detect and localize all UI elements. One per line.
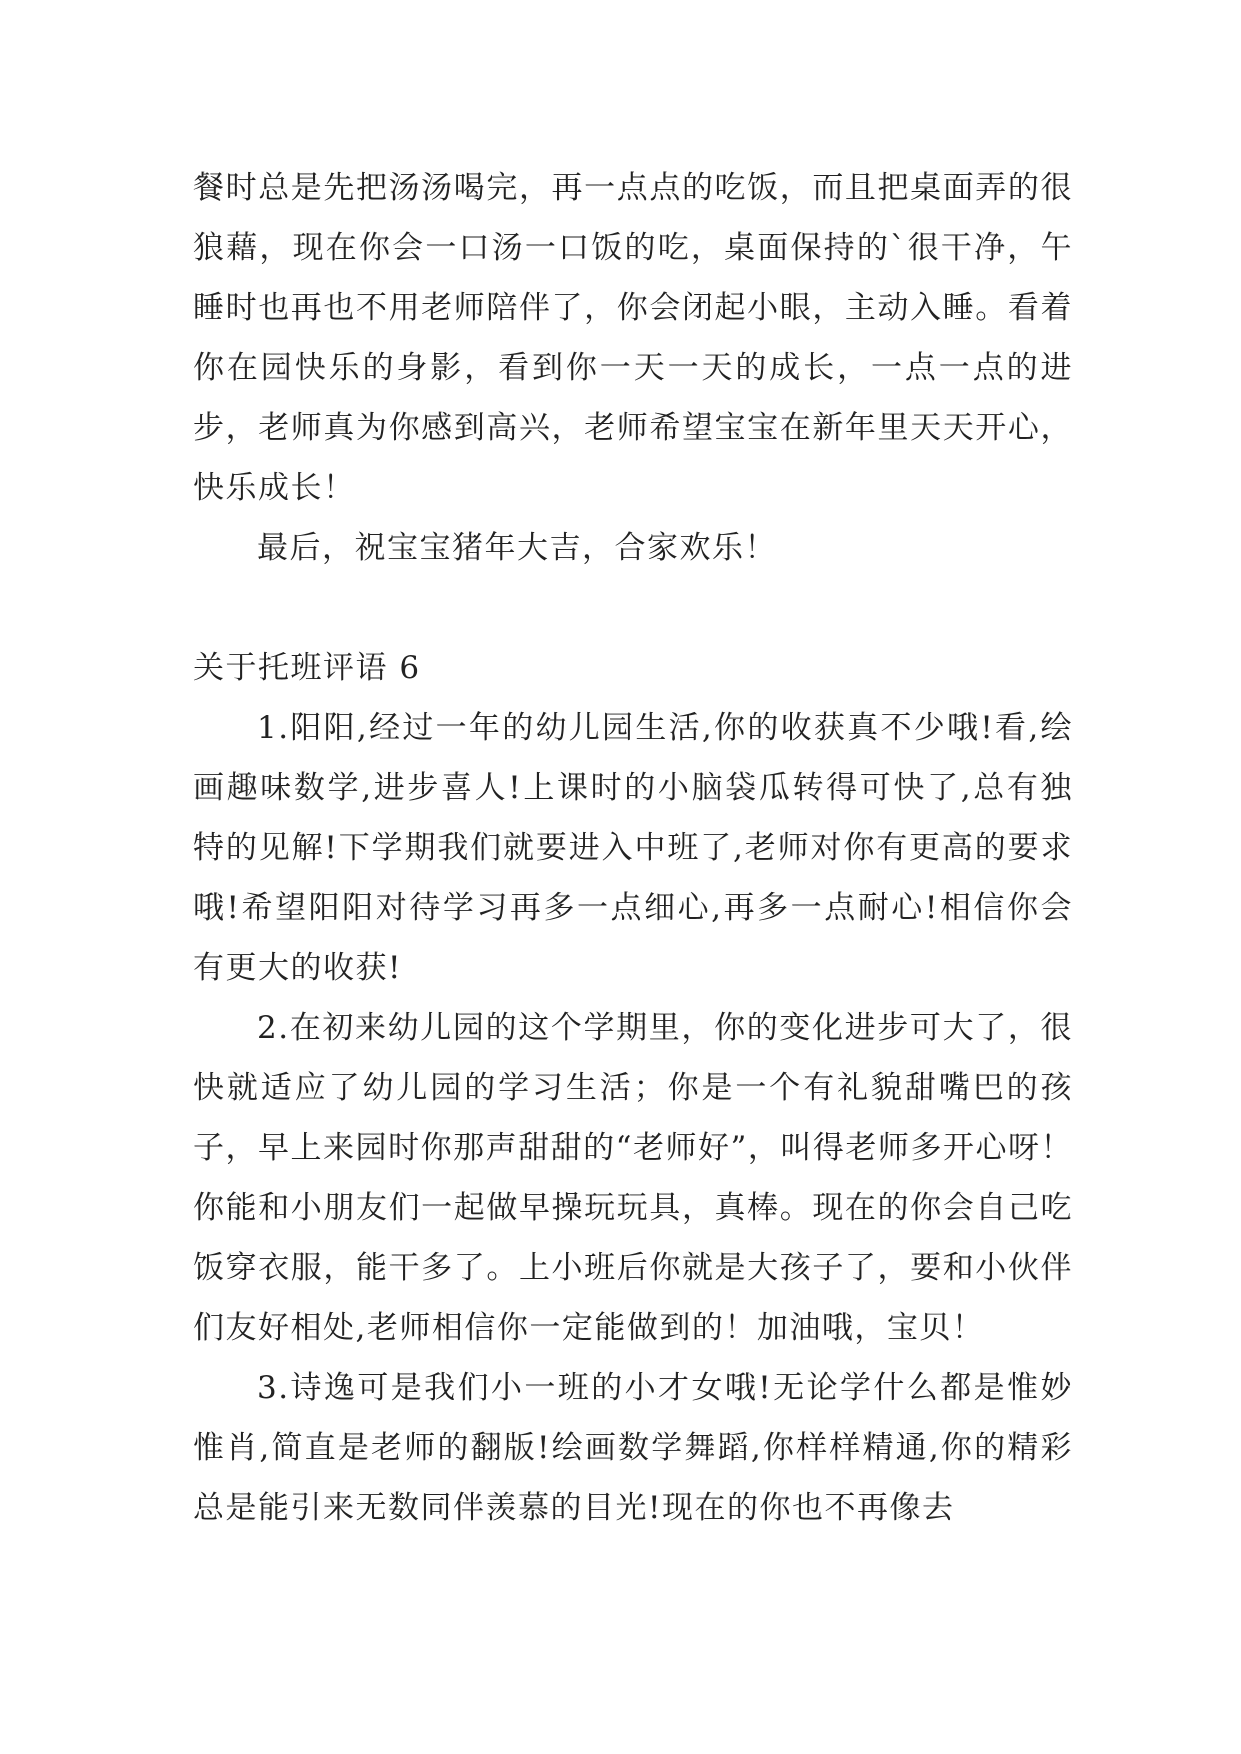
paragraph-continuation: 餐时总是先把汤汤喝完，再一点点的吃饭，而且把桌面弄的很狼藉，现在你会一口汤一口饭的吃，桌面保持的`很干净，午睡时也再也不用老师陪伴了，你会闭起小眼，主动入睡。看着你在园快乐的身影，看到你一天一天的成长，一点一点的进步，老师真为你感到高兴，老师希望宝宝在新年里天天开心，快乐成长！ xyxy=(193,170,1073,506)
comment-item-2: 2.在初来幼儿园的这个学期里，你的变化进步可大了，很快就适应了幼儿园的学习生活；你是一个有礼貌甜嘴巴的孩子，早上来园时你那声甜甜的“老师好”，叫得老师多开心呀！你能和小朋友们一起做早操玩玩具，真棒。现在的你会自己吃饭穿衣服，能干多了。上小班后你就是大孩子了，要和小伙伴们友好相处,老师相信你一定能做到的！加油哦，宝贝！ xyxy=(193,1010,1073,1346)
paragraph-closing-wish: 最后，祝宝宝猪年大吉，合家欢乐！ xyxy=(257,530,777,566)
comment-item-1: 1.阳阳,经过一年的幼儿园生活,你的收获真不少哦!看,绘画趣味数学,进步喜人!上课时的小脑袋瓜转得可快了,总有独特的见解!下学期我们就要进入中班了,老师对你有更高的要求哦!希望阳阳对待学习再多一点细心,再多一点耐心!相信你会有更大的收获! xyxy=(193,710,1073,986)
document-body xyxy=(193,158,1073,1538)
section-heading: 关于托班评语 6 xyxy=(193,650,421,686)
comment-item-3: 3.诗逸可是我们小一班的小才女哦!无论学什么都是惟妙惟肖,简直是老师的翻版!绘画数学舞蹈,你样样精通,你的精彩总是能引来无数同伴羡慕的目光!现在的你也不再像去 xyxy=(193,1370,1073,1526)
